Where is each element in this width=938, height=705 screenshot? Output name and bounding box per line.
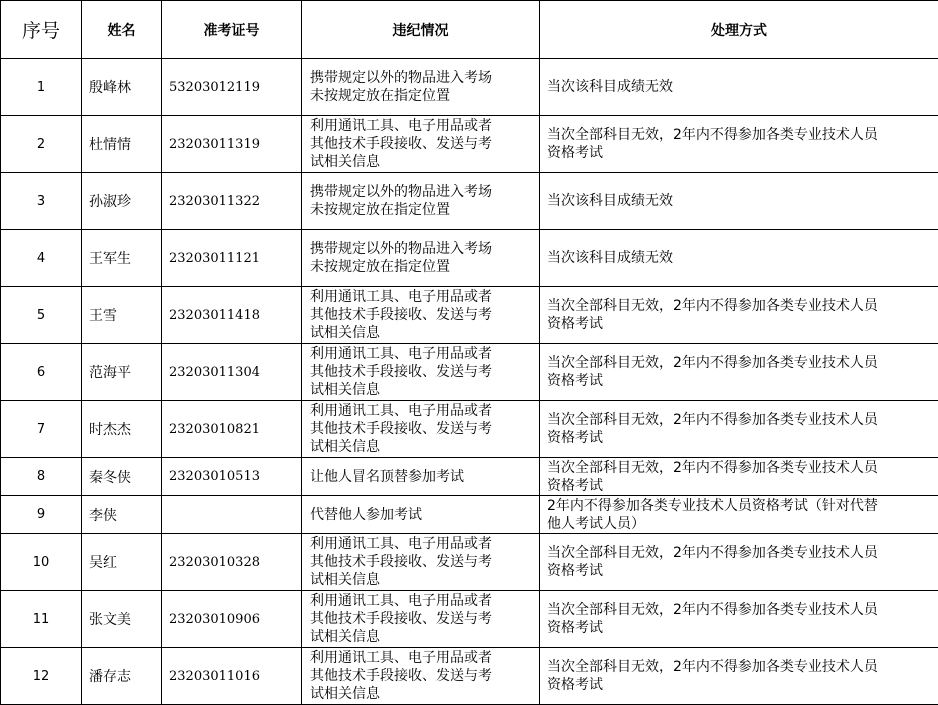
cell-violation: 利用通讯工具、电子用品或者 其他技术手段接收、发送与考 试相关信息 [302,534,540,591]
cell-violation: 携带规定以外的物品进入考场 未按规定放在指定位置 [302,173,540,230]
cell-name: 潘存志 [82,648,162,705]
cell-violation: 利用通讯工具、电子用品或者 其他技术手段接收、发送与考 试相关信息 [302,116,540,173]
cell-treatment: 当次全部科目无效，2年内不得参加各类专业技术人员 资格考试 [540,344,938,401]
cell-name: 张文美 [82,591,162,648]
cell-name: 李侠 [82,496,162,534]
cell-violation: 利用通讯工具、电子用品或者 其他技术手段接收、发送与考 试相关信息 [302,648,540,705]
table-row [1,648,938,705]
table-row [1,401,938,458]
header-row [1,1,938,59]
cell-name: 秦冬侠 [82,458,162,496]
cell-seq: 9 [1,496,82,534]
cell-seq: 1 [1,59,82,116]
cell-exam-no: 23203011319 [162,116,302,173]
cell-treatment: 当次全部科目无效，2年内不得参加各类专业技术人员 资格考试 [540,401,938,458]
cell-treatment: 当次全部科目无效，2年内不得参加各类专业技术人员 资格考试 [540,287,938,344]
cell-violation: 携带规定以外的物品进入考场 未按规定放在指定位置 [302,59,540,116]
cell-name: 殷峰林 [82,59,162,116]
cell-exam-no: 23203010513 [162,458,302,496]
cell-name: 范海平 [82,344,162,401]
cell-name: 吴红 [82,534,162,591]
cell-name: 王军生 [82,230,162,287]
cell-treatment: 2年内不得参加各类专业技术人员资格考试（针对代替 他人考试人员） [540,496,938,534]
cell-treatment: 当次全部科目无效，2年内不得参加各类专业技术人员 资格考试 [540,116,938,173]
table-body [1,59,938,705]
header-seq: 序号 [1,1,82,59]
cell-seq: 2 [1,116,82,173]
cell-exam-no: 23203011121 [162,230,302,287]
cell-seq: 12 [1,648,82,705]
table-row [1,591,938,648]
cell-name: 时杰杰 [82,401,162,458]
table-row [1,496,938,534]
cell-treatment: 当次该科目成绩无效 [540,173,938,230]
cell-exam-no: 23203011322 [162,173,302,230]
header-name: 姓名 [82,1,162,59]
cell-seq: 7 [1,401,82,458]
cell-name: 孙淑珍 [82,173,162,230]
cell-seq: 11 [1,591,82,648]
header-treatment: 处理方式 [540,1,938,59]
cell-treatment: 当次该科目成绩无效 [540,59,938,116]
cell-exam-no: 53203012119 [162,59,302,116]
cell-treatment: 当次全部科目无效，2年内不得参加各类专业技术人员 资格考试 [540,648,938,705]
header-exam-no: 准考证号 [162,1,302,59]
cell-seq: 6 [1,344,82,401]
table-row [1,59,938,116]
cell-exam-no: 23203011304 [162,344,302,401]
cell-violation: 利用通讯工具、电子用品或者 其他技术手段接收、发送与考 试相关信息 [302,401,540,458]
table-row [1,534,938,591]
table-row [1,230,938,287]
table-row [1,458,938,496]
cell-violation: 携带规定以外的物品进入考场 未按规定放在指定位置 [302,230,540,287]
cell-exam-no: 23203010328 [162,534,302,591]
cell-name: 王雪 [82,287,162,344]
cell-treatment: 当次全部科目无效，2年内不得参加各类专业技术人员 资格考试 [540,534,938,591]
cell-seq: 8 [1,458,82,496]
cell-treatment: 当次全部科目无效，2年内不得参加各类专业技术人员 资格考试 [540,458,938,496]
cell-exam-no: 23203011016 [162,648,302,705]
cell-exam-no: 23203010906 [162,591,302,648]
cell-exam-no: 23203011418 [162,287,302,344]
cell-treatment: 当次该科目成绩无效 [540,230,938,287]
cell-name: 杜情情 [82,116,162,173]
cell-treatment: 当次全部科目无效，2年内不得参加各类专业技术人员 资格考试 [540,591,938,648]
cell-violation: 利用通讯工具、电子用品或者 其他技术手段接收、发送与考 试相关信息 [302,287,540,344]
header-violation: 违纪情况 [302,1,540,59]
table-row [1,344,938,401]
cell-violation: 利用通讯工具、电子用品或者 其他技术手段接收、发送与考 试相关信息 [302,344,540,401]
cell-seq: 3 [1,173,82,230]
table-row [1,173,938,230]
table-row [1,116,938,173]
cell-seq: 4 [1,230,82,287]
table-row [1,287,938,344]
cell-violation: 让他人冒名顶替参加考试 [302,458,540,496]
cell-exam-no [162,496,302,534]
cell-seq: 5 [1,287,82,344]
cell-violation: 代替他人参加考试 [302,496,540,534]
cell-violation: 利用通讯工具、电子用品或者 其他技术手段接收、发送与考 试相关信息 [302,591,540,648]
cell-exam-no: 23203010821 [162,401,302,458]
cell-seq: 10 [1,534,82,591]
